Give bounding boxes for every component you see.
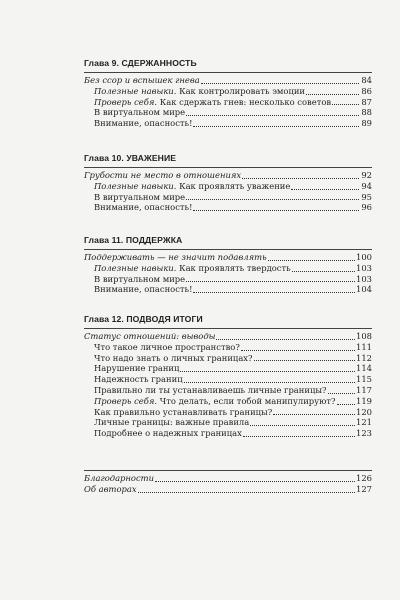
page-number: 84 [361, 75, 372, 85]
page-number: 88 [361, 107, 372, 118]
toc-entry[interactable]: В виртуальном мире 95 [94, 191, 372, 202]
page-number: 115 [356, 374, 372, 385]
page-number: 92 [361, 170, 372, 180]
page-number: 114 [356, 363, 372, 374]
toc-entry[interactable]: Подробнее о надежных границах 123 [94, 428, 372, 439]
page-number: 126 [356, 473, 372, 483]
page-number: 86 [361, 85, 372, 96]
page-number: 96 [361, 202, 372, 213]
toc-entry[interactable]: Грубости не место в отношениях 92 [84, 170, 372, 180]
page-number: 100 [356, 252, 372, 262]
toc-entry[interactable]: Благодарности 126 [84, 473, 372, 483]
toc-entry[interactable]: Нарушение границ 114 [94, 363, 372, 374]
page-number: 94 [361, 180, 372, 191]
chapter-9 [84, 57, 372, 129]
page-number: 120 [356, 406, 372, 417]
toc-entry[interactable]: Внимание, опасность! 104 [94, 284, 372, 295]
page-number: 111 [356, 341, 372, 352]
page-number: 103 [356, 273, 372, 284]
divider [84, 167, 372, 168]
toc-entry[interactable]: Личные границы: важные правила 121 [94, 417, 372, 428]
toc-entry[interactable]: Внимание, опасность! 89 [94, 118, 372, 129]
chapter-11 [84, 234, 372, 295]
toc-entry[interactable]: Проверь себя. Как сдержать гнев: несколько советов 87 [94, 96, 372, 107]
back-matter [84, 470, 372, 495]
page-number: 119 [356, 395, 372, 406]
page-number: 127 [356, 483, 372, 494]
page-number: 112 [356, 352, 372, 363]
divider [84, 72, 372, 73]
toc-entry[interactable]: В виртуальном мире 88 [94, 107, 372, 118]
toc-entry[interactable]: Полезные навыки. Как контролировать эмоции 86 [94, 85, 372, 96]
toc-entry[interactable]: В виртуальном мире 103 [94, 273, 372, 284]
divider [84, 249, 372, 250]
chapter-title: Глава 9. СДЕРЖАННОСТЬ [84, 58, 197, 68]
toc-entry[interactable]: Проверь себя. Что делать, если тобой манипулируют? 119 [94, 395, 372, 406]
divider [84, 470, 372, 471]
chapter-10 [84, 152, 372, 213]
page-number: 108 [356, 331, 372, 341]
toc-entry[interactable]: Внимание, опасность! 96 [94, 202, 372, 213]
divider [84, 328, 372, 329]
toc-entry[interactable]: Поддерживать — не значит подавлять 100 [84, 252, 372, 262]
toc-entry[interactable]: Об авторах 127 [84, 483, 372, 494]
toc-entry[interactable]: Надежность границ 115 [94, 374, 372, 385]
page-number: 103 [356, 262, 372, 273]
toc-entry[interactable]: Как правильно устанавливать границы? 120 [94, 406, 372, 417]
toc-entry[interactable]: Без ссор и вспышек гнева 84 [84, 75, 372, 85]
toc-entry[interactable]: Полезные навыки. Как проявлять уважение 94 [94, 180, 372, 191]
chapter-title: Глава 12. ПОДВОДЯ ИТОГИ [84, 314, 203, 324]
page-number: 104 [356, 284, 372, 295]
chapter-title: Глава 10. УВАЖЕНИЕ [84, 153, 177, 163]
toc-entry[interactable]: Полезные навыки. Как проявлять твердость 103 [94, 262, 372, 273]
toc-entry[interactable]: Что надо знать о личных границах? 112 [94, 352, 372, 363]
toc-entry[interactable]: Что такое личное пространство? 111 [94, 341, 372, 352]
chapter-title: Глава 11. ПОДДЕРЖКА [84, 235, 183, 245]
chapter-12 [84, 313, 372, 439]
page-number: 87 [361, 96, 372, 107]
page-number: 123 [356, 428, 372, 439]
page-number: 89 [361, 118, 372, 129]
toc-entry[interactable]: Правильно ли ты устанавливаешь личные границы? 117 [94, 384, 372, 395]
toc-entry[interactable]: Статус отношений: выводы 108 [84, 331, 372, 341]
page-number: 121 [356, 417, 372, 428]
page-number: 95 [361, 191, 372, 202]
page-number: 117 [356, 384, 372, 395]
